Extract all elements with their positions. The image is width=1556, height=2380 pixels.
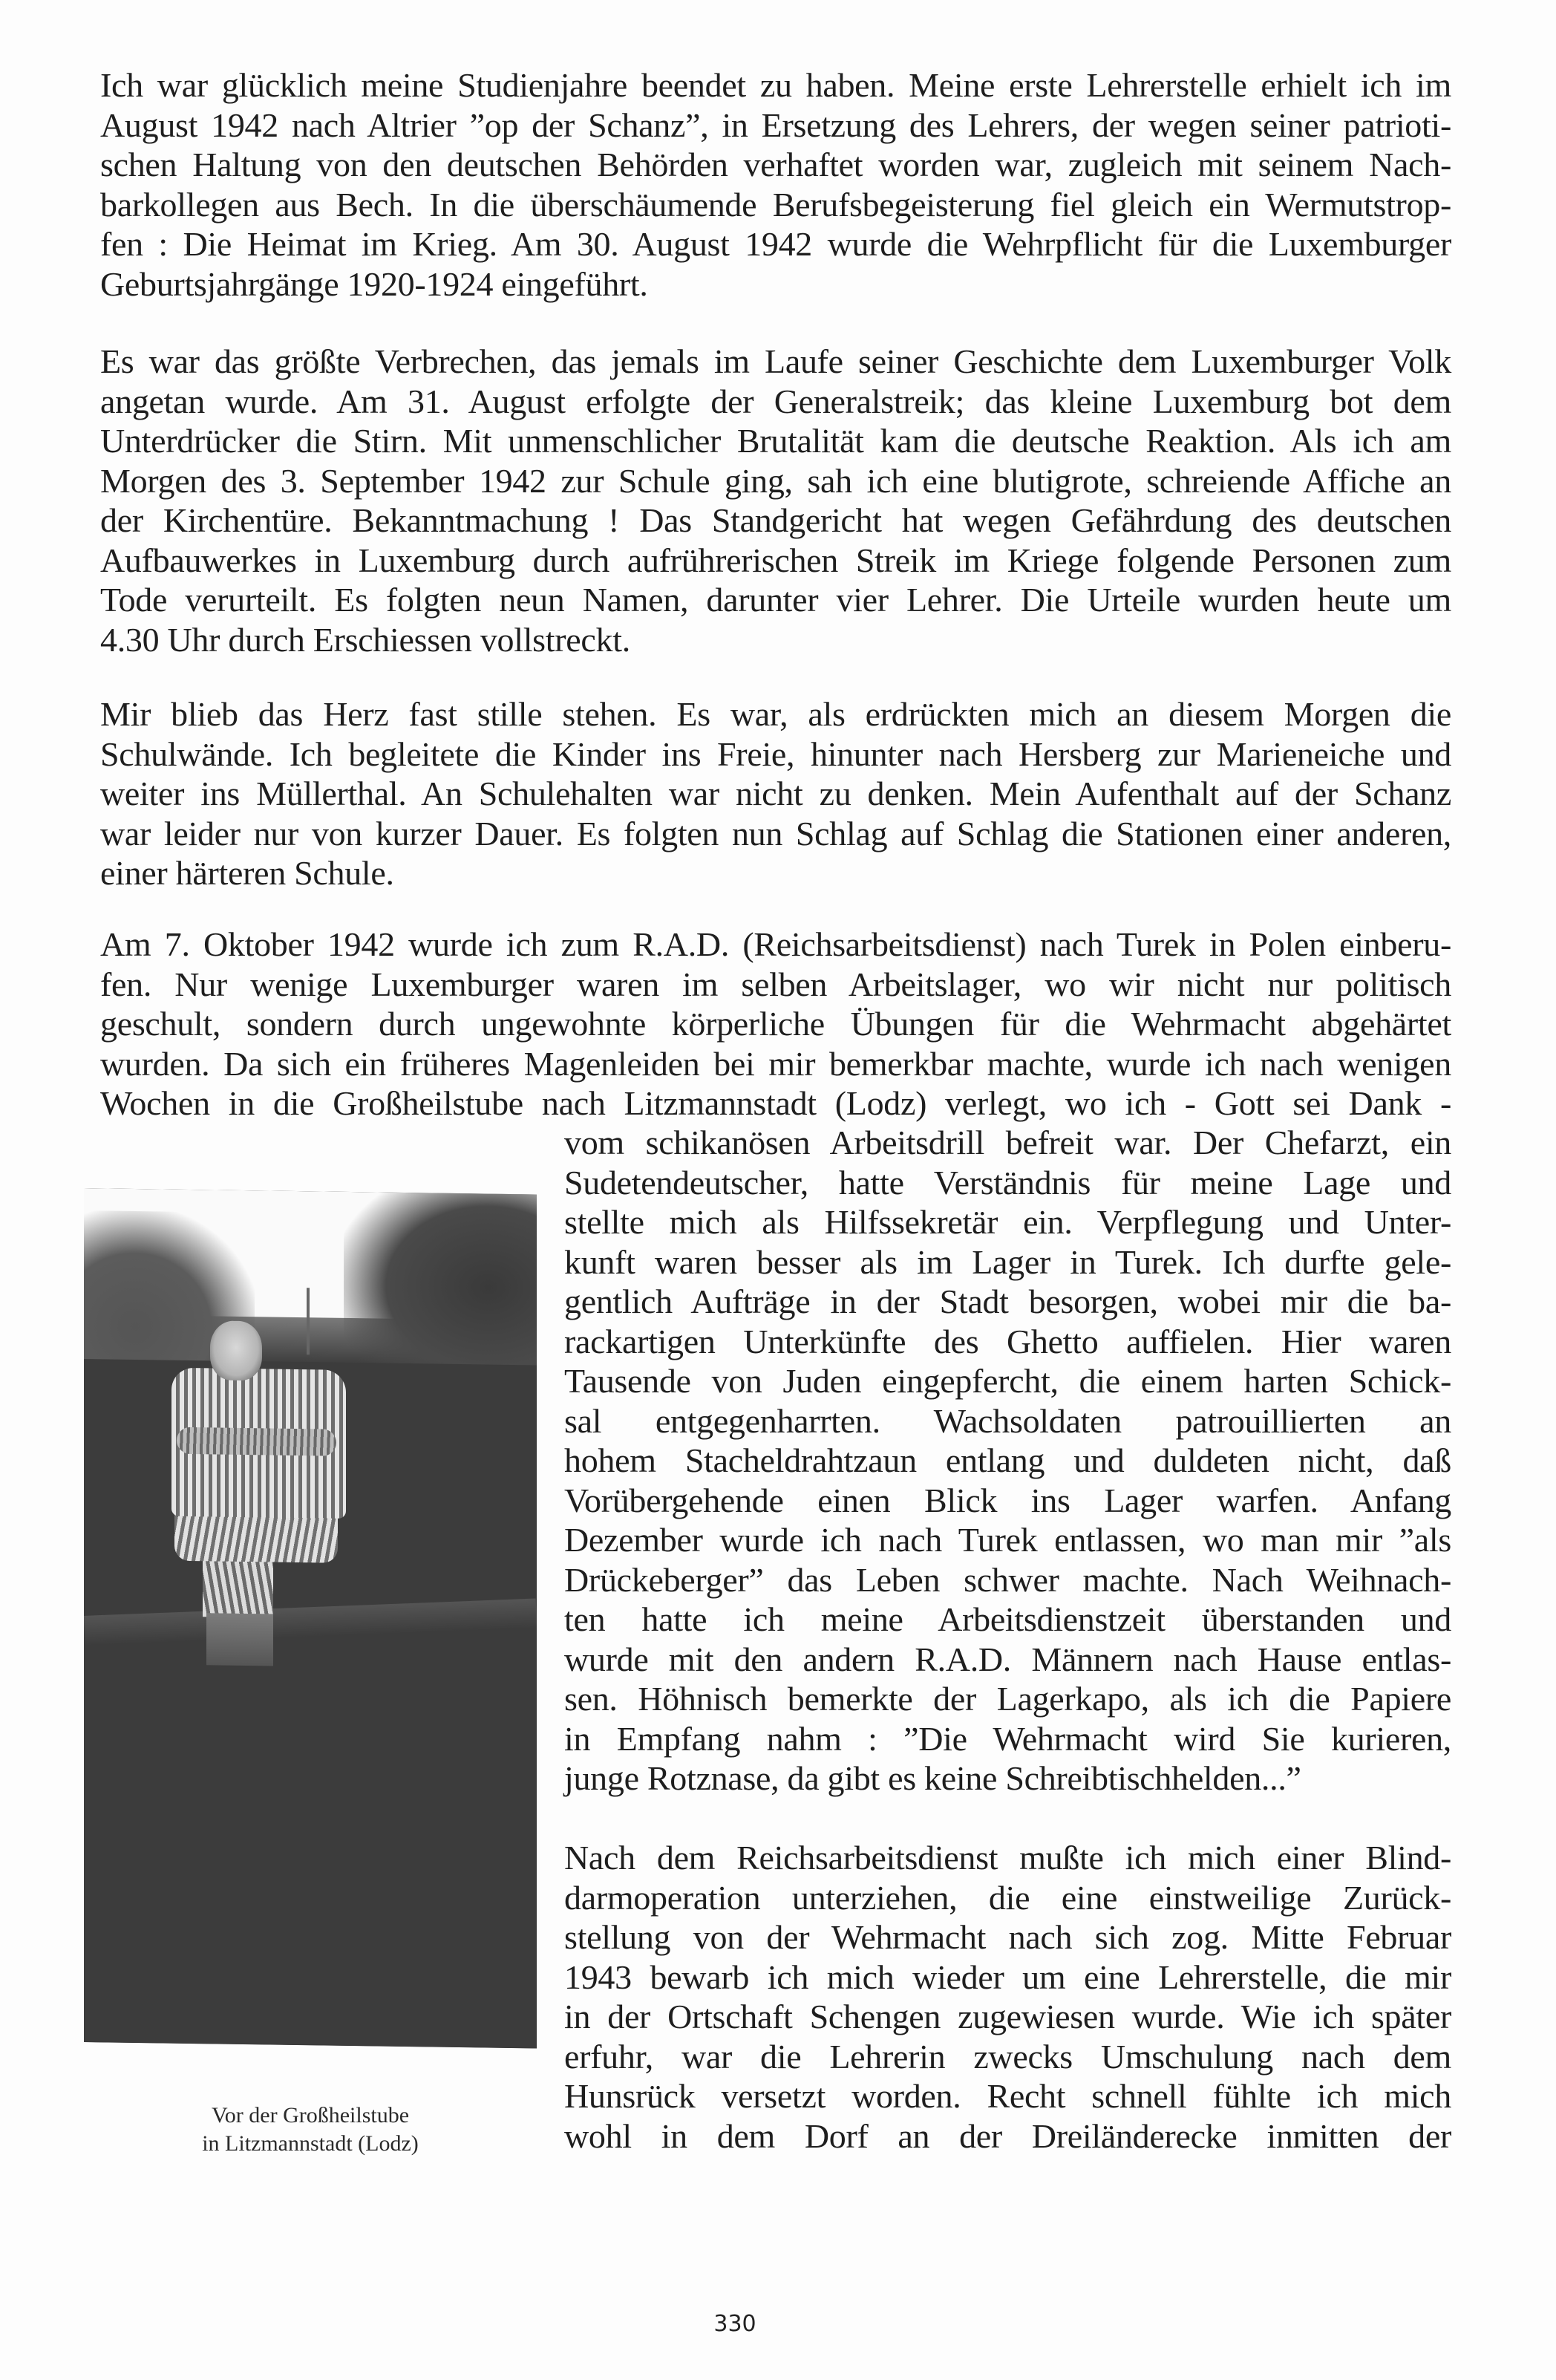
text-line: Wochen in die Großheilstube nach Litzmannstadt (Lodz) verlegt, wo ich - Gott sei Dank -	[100, 1084, 1451, 1122]
photo-pole	[307, 1288, 310, 1354]
paragraph-4-continued	[564, 1123, 1451, 1799]
text-line: geschult, sondern durch ungewohnte körperliche Übungen für die Wehrmacht abgehärtet	[100, 1005, 1451, 1043]
photo-caption	[84, 2102, 537, 2158]
text-line: rackartigen Unterkünfte des Ghetto auffielen. Hier waren	[564, 1322, 1451, 1360]
photo-man-head	[210, 1320, 262, 1380]
text-line: Am 7. Oktober 1942 wurde ich zum R.A.D. (Reichsarbeitsdienst) nach Turek in Polen einberu-	[100, 925, 1451, 963]
paragraph-4	[100, 925, 1451, 1124]
text-line: Morgen des 3. September 1942 zur Schule ging, sah ich eine blutigrote, schreiende Affiche an	[100, 461, 1451, 500]
text-line: schen Haltung von den deutschen Behörden verhaftet worden war, zugleich mit seinem Nach-	[100, 146, 1451, 183]
text-line: junge Rotznase, da gibt es keine Schreibtischhelden...”	[564, 1759, 1301, 1797]
text-line: Tode verurteilt. Es folgten neun Namen, darunter vier Lehrer. Die Urteile wurden heute um	[100, 581, 1451, 619]
text-line: Tausende von Juden eingepfercht, die einem harten Schick-	[564, 1362, 1451, 1400]
text-line: vom schikanösen Arbeitsdrill befreit war. Der Chefarzt, ein	[564, 1124, 1451, 1161]
text-line: August 1942 nach Altrier ”op der Schanz”, in Ersetzung des Lehrers, der wegen seiner patrioti-	[100, 105, 1451, 144]
text-line: erfuhr, war die Lehrerin zwecks Umschulung nach dem	[564, 2037, 1451, 2076]
text-line: Schulwände. Ich begleitete die Kinder ins Freie, hinunter nach Hersberg zur Marieneiche und	[100, 734, 1451, 773]
text-line: der Kirchentüre. Bekanntmachung ! Das Standgericht hat wegen Gefährdung des deutschen	[100, 501, 1451, 539]
text-line: wurde mit den andern R.A.D. Männern nach Hause entlas-	[564, 1640, 1451, 1678]
page-number: 330	[713, 2311, 756, 2337]
caption-line: Vor der Großheilstube	[211, 2103, 410, 2128]
text-line: stellung von der Wehrmacht nach sich zog. Mitte Februar	[564, 1918, 1451, 1956]
text-line: 1943 bewarb ich mich wieder um eine Lehrerstelle, die mir	[564, 1957, 1451, 1996]
text-line: Vorübergehende einen Blick ins Lager warfen. Anfang	[564, 1481, 1451, 1519]
text-line: hohem Stacheldrahtzaun entlang und duldeten nicht, daß	[564, 1441, 1451, 1479]
photograph	[84, 1188, 537, 2049]
paragraph-5	[564, 1838, 1451, 2156]
photo-man-crossed-arms	[177, 1427, 336, 1456]
caption-line: in Litzmannstadt (Lodz)	[202, 2131, 419, 2156]
text-line: einer härteren Schule.	[100, 854, 394, 892]
text-line: weiter ins Müllerthal. An Schulehalten war nicht zu denken. Mein Aufenthalt auf der Schanz	[100, 775, 1451, 812]
text-line: Dezember wurde ich nach Turek entlassen, wo man mir ”als	[564, 1521, 1451, 1559]
text-line: sal entgegenharrten. Wachsoldaten patrouillierten an	[564, 1401, 1451, 1440]
text-line: Unterdrücker die Stirn. Mit unmenschlicher Brutalität kam die deutsche Reaktion. Als ich am	[100, 422, 1451, 460]
text-line: barkollegen aus Bech. In die überschäumende Berufsbegeisterung fiel gleich ein Wermutstrop-	[100, 185, 1451, 224]
text-line: ten hatte ich meine Arbeitsdienstzeit überstanden und	[564, 1600, 1451, 1638]
text-line: Hunsrück versetzt worden. Recht schnell fühlte ich mich	[564, 2077, 1451, 2115]
text-line: wurden. Da sich ein früheres Magenleiden bei mir bemerkbar machte, wurde ich nach wenigen	[100, 1044, 1451, 1083]
text-line: angetan wurde. Am 31. August erfolgte der Generalstreik; das kleine Luxemburg bot dem	[100, 382, 1451, 420]
text-line: stellte mich als Hilfssekretär ein. Verpflegung und Unter-	[564, 1203, 1451, 1241]
text-line: darmoperation unterziehen, die eine einstweilige Zurück-	[564, 1878, 1451, 1917]
text-line: in der Ortschaft Schengen zugewiesen wurde. Wie ich später	[564, 1998, 1451, 2035]
text-line: gentlich Aufträge in der Stadt besorgen, wobei mir die ba-	[564, 1282, 1451, 1320]
text-line: fen. Nur wenige Luxemburger waren im selben Arbeitslager, wo wir nicht nur politisch	[100, 965, 1451, 1003]
text-line: Nach dem Reichsarbeitsdienst mußte ich mich einer Blind-	[564, 1839, 1451, 1877]
text-line: in Empfang nahm : ”Die Wehrmacht wird Sie kurieren,	[564, 1719, 1451, 1758]
text-line: fen : Die Heimat im Krieg. Am 30. August 1942 wurde die Wehrpflicht für die Luxemburger	[100, 225, 1451, 263]
text-line: Drückeberger” das Leben schwer machte. Nach Weihnach-	[564, 1560, 1451, 1599]
photo-man-feet	[206, 1613, 273, 1666]
text-line: war leider nur von kurzer Dauer. Es folgten nun Schlag auf Schlag die Stationen einer anderen,	[100, 814, 1451, 852]
paragraph-2	[100, 342, 1451, 659]
text-line: wohl in dem Dorf an der Dreiländerecke inmitten der	[564, 2116, 1451, 2155]
text-line: kunft waren besser als im Lager in Turek. Ich durfte gele-	[564, 1242, 1451, 1281]
paragraph-1	[100, 65, 1451, 304]
text-line: 4.30 Uhr durch Erschiessen vollstreckt.	[100, 620, 630, 659]
text-line: Geburtsjahrgänge 1920-1924 eingeführt.	[100, 264, 648, 303]
text-line: Sudetendeutscher, hatte Verständnis für meine Lage und	[564, 1163, 1451, 1202]
text-line: Aufbauwerkes in Luxemburg durch aufrührerischen Streik im Kriege folgende Personen zum	[100, 541, 1451, 579]
text-line: sen. Höhnisch bemerkte der Lagerkapo, als ich die Papiere	[564, 1680, 1451, 1718]
text-line: Ich war glücklich meine Studienjahre beendet zu haben. Meine erste Lehrerstelle erhielt ich im	[100, 66, 1451, 104]
paragraph-3	[100, 694, 1451, 893]
text-line: Es war das größte Verbrechen, das jemals im Laufe seiner Geschichte dem Luxemburger Volk	[100, 342, 1451, 380]
text-line: Mir blieb das Herz fast stille stehen. Es war, als erdrückten mich an diesem Morgen die	[100, 695, 1451, 733]
